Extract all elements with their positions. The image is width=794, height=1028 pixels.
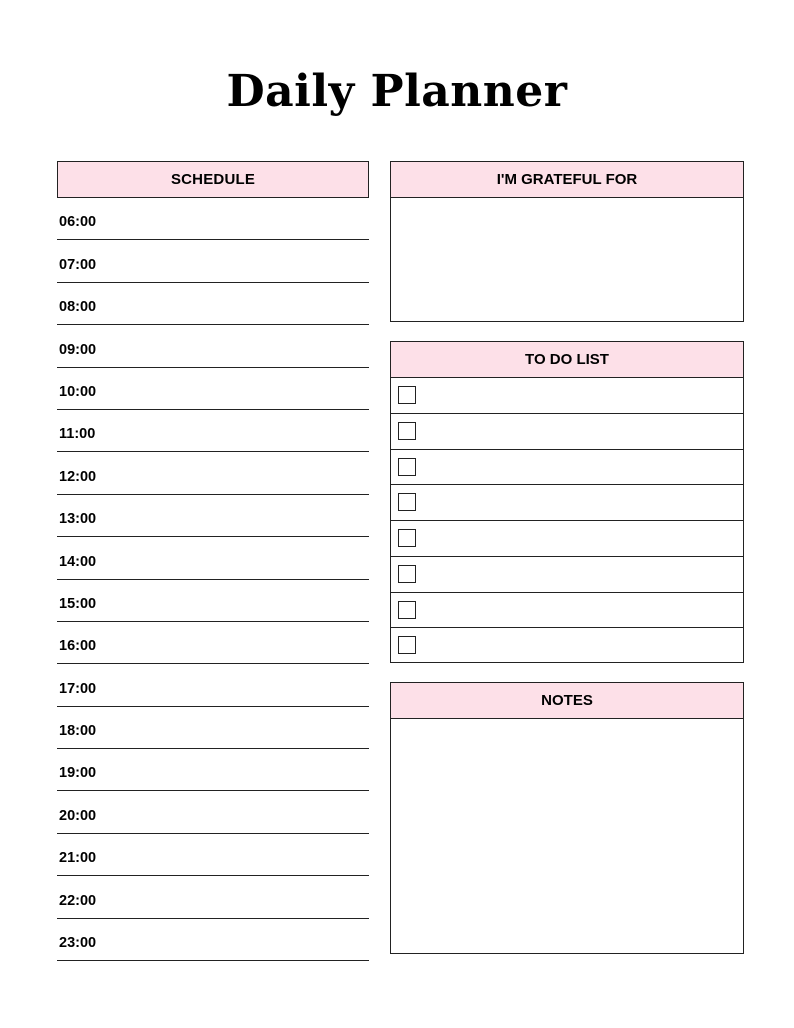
todo-item[interactable] [391, 485, 743, 521]
schedule-time-label: 15:00 [59, 595, 97, 612]
todo-checkbox[interactable] [398, 636, 416, 654]
todo-item[interactable] [391, 378, 743, 414]
schedule-time-label: 07:00 [59, 256, 97, 273]
schedule-time-label: 23:00 [59, 935, 97, 952]
grateful-header: I'M GRATEFUL FOR [391, 162, 743, 198]
schedule-slot[interactable] [57, 495, 369, 537]
schedule-slot[interactable] [57, 283, 369, 325]
schedule-slot[interactable] [57, 622, 369, 664]
schedule-time-label: 21:00 [59, 850, 97, 867]
schedule-slot[interactable] [57, 580, 369, 622]
schedule-slot[interactable] [57, 919, 369, 961]
schedule-slot[interactable] [57, 749, 369, 791]
schedule-time-label: 22:00 [59, 892, 97, 909]
schedule-slot[interactable] [57, 834, 369, 876]
grateful-panel [390, 161, 744, 322]
schedule-time-label: 20:00 [59, 807, 97, 824]
schedule-time-label: 11:00 [59, 426, 96, 443]
schedule-time-label: 08:00 [59, 299, 97, 316]
todo-item[interactable] [391, 450, 743, 486]
todo-checkbox[interactable] [398, 422, 416, 440]
todo-checkbox[interactable] [398, 386, 416, 404]
todo-checkbox[interactable] [398, 565, 416, 583]
todo-checkbox[interactable] [398, 458, 416, 476]
page-title: Daily Planner [226, 66, 568, 117]
todo-list [391, 378, 743, 664]
schedule-time-label: 10:00 [59, 383, 97, 400]
notes-panel [390, 682, 744, 954]
todo-checkbox[interactable] [398, 493, 416, 511]
todo-item[interactable] [391, 521, 743, 557]
schedule-time-label: 16:00 [59, 638, 97, 655]
schedule-slot[interactable] [57, 198, 369, 240]
schedule-time-label: 14:00 [59, 553, 97, 570]
schedule-slot[interactable] [57, 707, 369, 749]
schedule-slot[interactable] [57, 452, 369, 494]
schedule-slot[interactable] [57, 876, 369, 918]
schedule-slot[interactable] [57, 325, 369, 367]
schedule-time-label: 18:00 [59, 723, 97, 740]
todo-item[interactable] [391, 593, 743, 629]
schedule-slot[interactable] [57, 368, 369, 410]
schedule-time-label: 19:00 [59, 765, 97, 782]
schedule-header: SCHEDULE [57, 161, 369, 198]
todo-checkbox[interactable] [398, 601, 416, 619]
schedule-time-label: 09:00 [59, 341, 97, 358]
schedule-slot[interactable] [57, 410, 369, 452]
schedule-time-label: 12:00 [59, 468, 97, 485]
todo-item[interactable] [391, 414, 743, 450]
schedule-slot[interactable] [57, 537, 369, 579]
todo-panel [390, 341, 744, 663]
schedule-time-label: 13:00 [59, 511, 97, 528]
schedule-time-label: 06:00 [59, 214, 97, 231]
schedule-time-label: 17:00 [59, 680, 97, 697]
todo-item[interactable] [391, 628, 743, 664]
schedule-list [57, 198, 369, 961]
schedule-slot[interactable] [57, 791, 369, 833]
schedule-slot[interactable] [57, 664, 369, 706]
schedule-slot[interactable] [57, 240, 369, 282]
notes-writing-area[interactable] [391, 719, 743, 953]
notes-header: NOTES [391, 683, 743, 719]
todo-checkbox[interactable] [398, 529, 416, 547]
todo-item[interactable] [391, 557, 743, 593]
grateful-writing-area[interactable] [391, 198, 743, 322]
todo-header: TO DO LIST [391, 342, 743, 378]
